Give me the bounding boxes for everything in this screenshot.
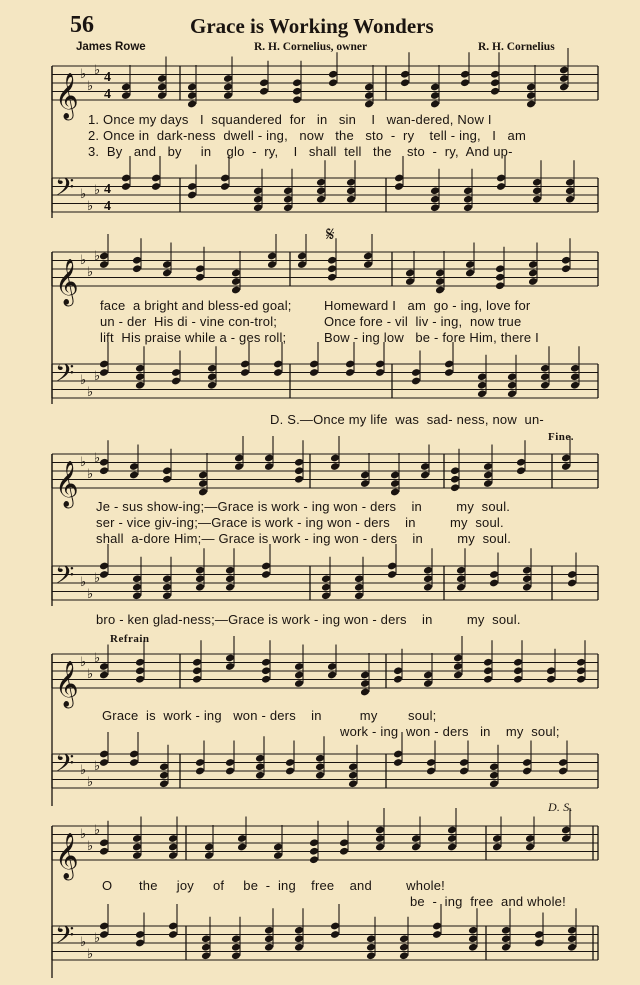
lyric-verse2-line3: ser - vice giv-ing;—Grace is work - ing won - ders in my soul. (96, 515, 504, 530)
bass-clef-icon: 𝄢 (55, 921, 75, 956)
flat-icon: ♭ (87, 385, 94, 400)
lyric-verse3-line3: shall a-dore Him;— Grace is work - ing won - ders in my soul. (96, 531, 512, 546)
flat-icon: ♭ (94, 823, 101, 838)
flat-icon: ♭ (87, 79, 94, 94)
treble-staff-2 (0, 246, 640, 305)
hymn-title: Grace is Working Wonders (190, 14, 434, 38)
treble-staff-5 (0, 820, 640, 879)
flat-icon: ♭ (94, 63, 101, 78)
lyric-verse1-line3: Je - sus show-ing;—Grace is work - ing won - ders in my soul. (96, 499, 511, 514)
bass-staff-3 (0, 560, 640, 606)
refrain-lyric-2: work - ing won - ders in my soul; (340, 724, 560, 739)
flat-icon: ♭ (80, 935, 87, 950)
flat-icon: ♭ (87, 467, 94, 482)
flat-icon: ♭ (80, 187, 87, 202)
owner-credit: R. H. Cornelius, owner (254, 41, 368, 53)
treble-staff-4 (0, 648, 640, 707)
flat-icon: ♭ (87, 667, 94, 682)
flat-icon: ♭ (80, 763, 87, 778)
flat-icon: ♭ (80, 455, 87, 470)
flat-icon: ♭ (94, 451, 101, 466)
treble-clef-icon: 𝄞 (55, 661, 79, 707)
flat-icon: ♭ (87, 265, 94, 280)
lyric-verse3-line1: 3. By and by in glo - ry, I shall tell the sto - ry, And up- (88, 144, 513, 159)
words-credit: James Rowe (76, 41, 146, 53)
fine-marking: Fine. (548, 431, 575, 443)
flat-icon: ♭ (94, 249, 101, 264)
flat-icon: ♭ (94, 651, 101, 666)
flat-icon: ♭ (80, 655, 87, 670)
flat-icon: ♭ (87, 587, 94, 602)
time-signature-bottom: 4 (104, 87, 111, 102)
bass-clef-icon: 𝄢 (55, 173, 75, 208)
flat-icon: ♭ (80, 253, 87, 268)
bass-clef-icon: 𝄢 (55, 359, 75, 394)
ds-marking: D. S. (548, 800, 573, 814)
lyric-verse2-line1: 2. Once in dark-ness dwell - ing, now the sto - ry tell - ing, I am (88, 128, 527, 143)
time-signature-top: 4 (104, 70, 111, 85)
final-lyric-2: be - ing free and whole! (410, 894, 566, 909)
treble-clef-icon: 𝄞 (55, 259, 79, 305)
flat-icon: ♭ (87, 947, 94, 962)
flat-icon: ♭ (80, 827, 87, 842)
lyric-verse2-line2a: un - der His di - vine con-trol; (100, 314, 278, 329)
flat-icon: ♭ (80, 67, 87, 82)
treble-clef-icon: 𝄞 (55, 73, 79, 119)
flat-icon: ♭ (80, 575, 87, 590)
bass-staff-4 (0, 748, 640, 794)
flat-icon: ♭ (94, 571, 101, 586)
treble-clef-icon: 𝄞 (55, 833, 79, 879)
bass-clef-icon: 𝄢 (55, 561, 75, 596)
lyric-verse3-line2a: lift His praise while a - ges roll; (100, 330, 287, 345)
treble-clef-icon: 𝄞 (55, 461, 79, 507)
flat-icon: ♭ (94, 759, 101, 774)
time-signature-top: 4 (104, 182, 111, 197)
flat-icon: ♭ (94, 931, 101, 946)
flat-icon: ♭ (87, 839, 94, 854)
lyric-verse1-line1: 1. Once my days I squandered for in sin I wan-dered, Now I (88, 112, 492, 127)
flat-icon: ♭ (94, 183, 101, 198)
hymn-number: 56 (70, 12, 94, 38)
ds-lyric-line3: bro - ken glad-ness;—Grace is work - ing won - ders in my soul. (96, 612, 521, 627)
bass-staff-2 (0, 358, 640, 404)
bass-staff-1 (0, 172, 640, 218)
lyric-verse1-line2a: face a bright and bless-ed goal; (100, 298, 292, 313)
lyric-verse2-line2b: Once fore - vil liv - ing, now true (324, 314, 522, 329)
final-lyric-1: O the joy of be - ing free and whole! (102, 878, 445, 893)
treble-staff-1 (0, 60, 640, 119)
ds-lyric-line: D. S.—Once my life was sad- ness, now un- (270, 412, 544, 427)
lyric-verse1-line2b: Homeward I am go - ing, love for (324, 298, 531, 313)
bass-staff-5 (0, 920, 640, 966)
segno-sign: 𝄋 (326, 224, 335, 246)
music-credit: R. H. Cornelius (478, 41, 555, 53)
flat-icon: ♭ (87, 199, 94, 214)
flat-icon: ♭ (80, 373, 87, 388)
refrain-label: Refrain (110, 633, 150, 645)
lyric-verse3-line2b: Bow - ing low be - fore Him, there I (324, 330, 539, 345)
bass-clef-icon: 𝄢 (55, 749, 75, 784)
time-signature-bottom: 4 (104, 199, 111, 214)
flat-icon: ♭ (87, 775, 94, 790)
flat-icon: ♭ (94, 369, 101, 384)
refrain-lyric-1: Grace is work - ing won - ders in my soul; (102, 708, 437, 723)
